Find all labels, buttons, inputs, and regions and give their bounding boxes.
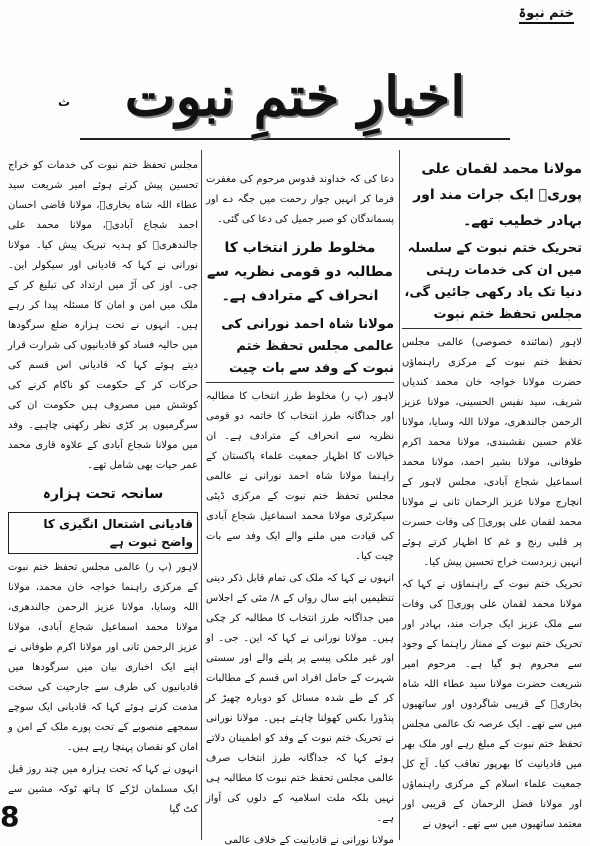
column-middle [206, 170, 394, 846]
article-paragraph: مجلس تحفظ ختم نبوت کی خدمات کو خراج تحسین پیش کرتے ہوئے امیر شریعت سید عطاء اللہ شاہ بخاریؒ، مولانا قاضی احسان احمد شجاع آبادیؒ، مولانا محمد علی جالندھریؒ کو ہدیہ تبریک پیش کیا۔ مولانا نورانی نے کہا کہ قادیانی اور سیکولر این۔ جی۔ اوز کی آڑ میں ارتداد کی تبلیغ کر کے ملک میں امن و امان کا مسئلہ پیدا کر رہے ہیں۔ انہوں نے تحت ہزارہ ضلع سرگودھا میں حالیہ فساد کو قادیانیوں کی شرارت قرار دیتے ہوئے کہا کہ قادیانی اس قسم کی حرکات کر کے حکومت کو ناکام کرنے کی کوشش میں مصروف ہیں حکومت ان کی سرگرمیوں پر کڑی نظر رکھنی چاہیے۔ وفد میں مولانا شجاع آبادی کے علاوہ قاری محمد عمر حیات بھی شامل تھے۔ [8, 160, 198, 471]
masthead [80, 58, 510, 140]
page-number: 8 [0, 800, 20, 833]
article-paragraph: لاہور (نمائندہ خصوصی) عالمی مجلس تحفظ ختم نبوت کے مرکزی راہنماؤں حضرت مولانا خواجہ خان محمد کندیاں شریف، سید نفیس الحسینی، مولانا عزیز الرحمن جالندھری، مولانا اللہ وسایا، مولانا غلام حسین نقشبندی، مولانا محمد اکرم طوفانی، مولانا بشیر احمد، مولانا محمد اسماعیل شجاع آبادی، مجلس لاہور کے انچارج مولانا عزیز الرحمان ثانی نے مولانا محمد لقمان علی پوریؒ کی وفات حسرت پر قلبی رنج و غم کا اظہار کرتے ہوئے انہیں زبردست خراج تحسین پیش کیا۔ [402, 337, 582, 568]
article-headline: مخلوط طرز انتخاب کا مطالبہ دو قومی نظریہ سے انحراف کے مترادف ہے۔ [207, 240, 393, 304]
column-right [402, 156, 582, 837]
column-left [8, 156, 198, 822]
article-subheadline: تحریک ختم نبوت کے سلسلہ میں ان کی خدمات رہتی دنیا تک یاد رکھی جائیں گی، مجلس تحفظ ختم نبوت [402, 238, 582, 329]
article-paragraph: دعا کی کہ خداوند قدوس مرحوم کی مغفرت فرما کر انہیں جوار رحمت میں جگہ دے اور پسماندگان کو صبر جمیل کی دعا کی گئی۔ [206, 174, 394, 225]
corner-logo: ختم نبوۃ [519, 6, 574, 24]
article-subheadline: قادیانی اشتعال انگیزی کا واضح ثبوت ہے [8, 512, 198, 554]
article-paragraph: انہوں نے کہا کہ ملک کی تمام قابل ذکر دینی تنظیمیں اپنے سال رواں کے ۸/ مئی کے اجلاس میں جداگانہ طرز انتخاب کا مطالبہ کر چکی ہیں۔ مولانا نورانی نے کہا کہ این۔ جی۔ او اور غیر ملکی پیسے پر پلنے والے اور سستی شہرت کے حامل افراد اس قسم کے مطالبات کر کے طے شدہ مسائل کو دوبارہ چھیڑ کر پنڈورا بکس کھولنا چاہتے ہیں۔ مولانا نورانی نے تحریک ختم نبوت کے وفد کو اطمینان دلاتے ہوئے کہا کہ جداگانہ طرز انتخاب صرف عالمی مجلس تحفظ ختم نبوت کا مطالبہ ہی نہیں بلکہ ملت اسلامیہ کے دلوں کی آواز ہے۔ [206, 573, 394, 824]
page-title: اخبارِ ختمِ نبوت [124, 64, 466, 128]
article-paragraph: لاہور (پ ر) مخلوط طرز انتخاب کا مطالبہ اور جداگانہ طرز انتخاب کا خاتمہ دو قومی نظریہ سے انحراف کے مترادف ہے۔ ان خیالات کا اظہار جمعیت علماء پاکستان کے راہنما مولانا شاہ احمد نورانی نے عالمی مجلس تحفظ ختم نبوت کے مرکزی ڈپٹی سیکرٹری مولانا محمد اسماعیل شجاع آبادی کی قیادت میں ملنے والے ایک وفد سے بات چیت کیا۔ [206, 391, 394, 562]
page-mark: ث [58, 95, 71, 109]
article-subheadline: مولانا شاہ احمد نورانی کی عالمی مجلس تحفظ ختم نبوت کے وفد سے بات چیت [206, 314, 394, 383]
article-paragraph: انہوں نے کہا کہ تحت ہزارہ میں چند روز قبل ایک مسلمان لڑکے کا ہاتھ ٹوکہ مشین سے کٹ گیا [8, 764, 198, 815]
column-divider [399, 150, 400, 840]
article-paragraph: تحریک ختم نبوت کے راہنماؤں نے کہا کہ مولانا محمد لقمان علی پوریؒ کی وفات سے ملک عزیز ایک جرات مند، بہادر اور تحریک ختم نبوت کے ممتاز راہنما کے وجود سے محروم ہو گیا ہے۔ مرحوم امیر شریعت حضرت مولانا سید عطاء اللہ شاہ بخاریؒ کے قریبی شاگردوں اور ساتھیوں میں سے تھے۔ ایک عرصہ تک عالمی مجلس تحفظ ختم نبوت کے مبلغ رہے اور ملک بھر میں قادیانیت کا بھرپور تعاقب کیا۔ آج کل جمعیت علماء اسلام کے مرکزی راہنماؤں اور مولانا فضل الرحمان کے قریبی اور معتمد ساتھیوں میں سے تھے۔ انہوں نے [402, 579, 582, 830]
article-paragraph: لاہور (پ ر) عالمی مجلس تحفظ ختم نبوت کے مرکزی راہنما خواجہ خان محمد، مولانا اللہ وسایا، مولانا عزیز الرحمن جالندھری، مولانا محمد اسماعیل شجاع آبادی، مولانا عزیز الرحمن ثانی اور مولانا اکرم طوفانی نے اپنے ایک اخباری بیان میں سرگودھا میں قادیانیوں کی طرف سے جارحیت کی سخت مذمت کرتے ہوئے کہا کہ قادیانی ایک سوچے سمجھے منصوبے کے تحت پورے ملک کے امن و امان کو نقصان پہنچا رہے ہیں۔ [8, 562, 198, 753]
article-headline: سانحہ تحت ہزارہ [42, 486, 164, 502]
column-divider [201, 150, 202, 840]
article-paragraph: مولانا نورانی نے قادیانیت کے خلاف عالمی [224, 835, 394, 846]
article-headline: مولانا محمد لقمان علی پوریؒ ایک جرات مند اور بہادر خطیب تھے۔ [413, 161, 582, 229]
